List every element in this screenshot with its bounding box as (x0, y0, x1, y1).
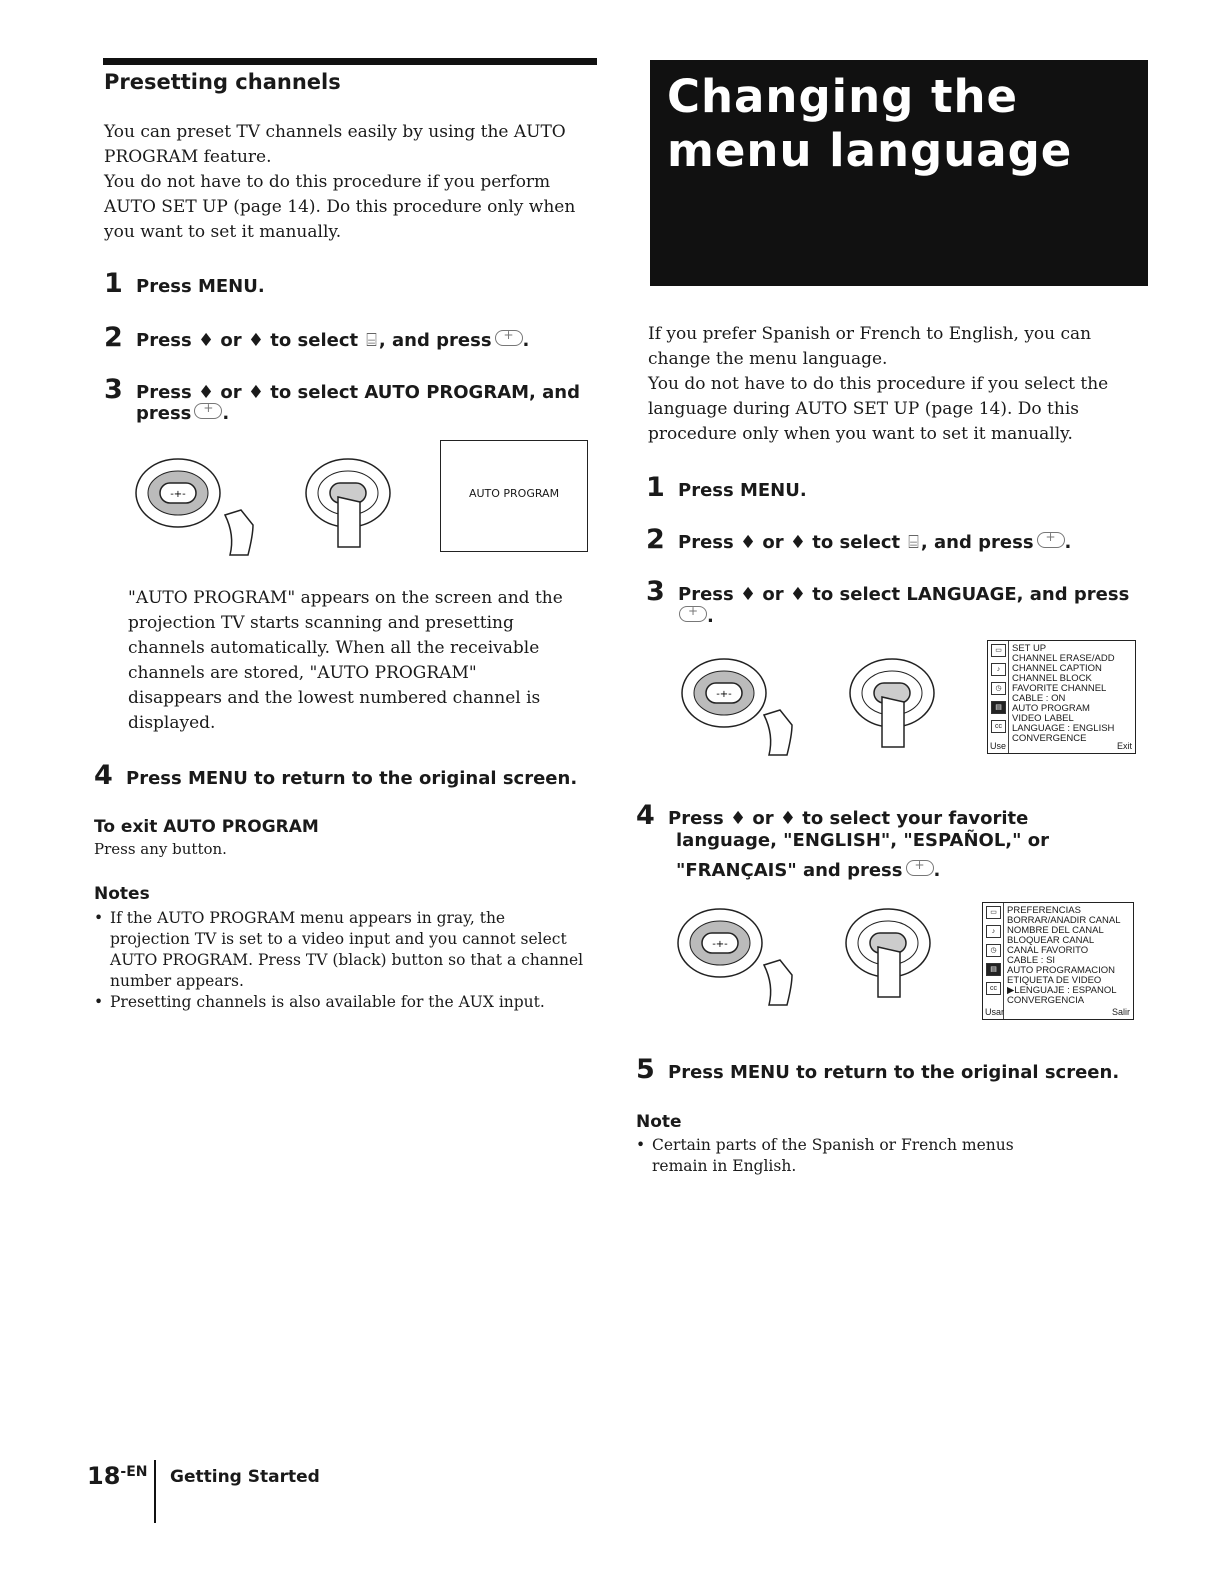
joystick-left-icon (678, 909, 792, 1005)
menu-item: BLOQUEAR CANAL (1007, 936, 1095, 946)
step-text: language, "ENGLISH", "ESPAÑOL," or (676, 830, 1050, 851)
menu-item: CHANNEL CAPTION (1012, 664, 1102, 674)
result-line: projection TV starts scanning and presetting (128, 613, 514, 633)
menu-item: CHANNEL ERASE/ADD (1012, 654, 1115, 664)
right-step-1 (646, 472, 807, 503)
step-number: 3 (104, 374, 123, 405)
menu-icon-column (988, 641, 1009, 753)
svg-text:-+-: -+- (712, 939, 728, 950)
joystick-right-icon (846, 909, 930, 997)
exit-title: To exit AUTO PROGRAM (94, 817, 319, 837)
intro-line: language during AUTO SET UP (page 14). Do this (648, 399, 1079, 419)
banner-line: menu language (667, 124, 1073, 177)
timer-icon: ◷ (986, 944, 1001, 957)
left-step-3 (104, 374, 584, 405)
menu-item: CHANNEL BLOCK (1012, 674, 1092, 684)
svg-text:-+-: -+- (716, 689, 732, 700)
left-step-1 (104, 268, 265, 299)
video-icon: ▭ (991, 644, 1006, 657)
notes-list (94, 908, 584, 1013)
menu-exit-label: Exit (1116, 741, 1132, 751)
enter-button-icon (194, 403, 222, 419)
footer-section: Getting Started (170, 1467, 320, 1487)
menu-item: AUTO PROGRAMACION (1007, 966, 1116, 976)
step-text: Press MENU to return to the original screen. (126, 768, 578, 789)
right-step-4-line3: "FRANÇAIS" and press + . (676, 860, 940, 881)
menu-item: VIDEO LABEL (1012, 714, 1074, 724)
intro-line: AUTO SET UP (page 14). Do this procedure only when (104, 197, 576, 217)
step-text: Press MENU. (678, 480, 807, 501)
joystick-left-icon (682, 659, 792, 755)
note-title: Note (636, 1112, 682, 1132)
right-step-3-button: + . (676, 606, 714, 627)
intro-line: You do not have to do this procedure if you perform (104, 172, 551, 192)
caption-icon: cc (991, 720, 1006, 733)
step-number: 1 (104, 268, 123, 299)
left-step-2: 2 Press ♦ or ♦ to select ⌸ , and press + . (104, 322, 529, 353)
note-list (636, 1135, 1066, 1177)
result-line: "AUTO PROGRAM" appears on the screen and the (128, 588, 563, 608)
page-suffix: -EN (120, 1464, 148, 1480)
setup-icon: ▤ (986, 963, 1001, 976)
result-line: channels automatically. When all the receivable (128, 638, 540, 658)
intro-line: You can preset TV channels easily by using the AUTO (104, 122, 566, 142)
menu-exit-label: Salir (1111, 1007, 1130, 1017)
menu-item: NOMBRE DEL CANAL (1007, 926, 1104, 936)
step-text: Press ♦ or ♦ to select your favorite (668, 808, 1029, 829)
step-number: 2 (646, 524, 665, 555)
menu-item: CABLE : SI (1007, 956, 1056, 966)
menu-item: LANGUAGE : ENGLISH (1012, 724, 1115, 734)
left-step-4 (94, 760, 577, 791)
menu-item: CONVERGENCE (1012, 734, 1087, 744)
remote-illustration (130, 455, 410, 565)
step-text: Press ♦ or ♦ to select (136, 330, 359, 351)
section-rule (103, 58, 597, 65)
menu-use-label: Use (990, 741, 1007, 751)
joystick-right-icon (306, 459, 390, 547)
result-line: channels are stored, "AUTO PROGRAM" (128, 663, 477, 683)
step-text: Press MENU to return to the original screen. (668, 1062, 1120, 1083)
setup-menu-icon: ⌸ (366, 330, 377, 351)
spanish-menu-screen (982, 902, 1134, 1020)
enter-button-icon (906, 860, 934, 876)
section-title: Presetting channels (104, 70, 341, 94)
notes-title: Notes (94, 884, 150, 904)
joystick-left-icon (136, 459, 253, 555)
menu-item: ETIQUETA DE VIDEO (1007, 976, 1102, 986)
step-text: Press ♦ or ♦ to select AUTO PROGRAM, and (136, 382, 580, 403)
menu-item: PREFERENCIAS (1007, 906, 1081, 916)
step-text-tail: , and press (920, 532, 1034, 553)
menu-item: SET UP (1012, 644, 1047, 654)
setup-menu-icon: ⌸ (908, 532, 919, 553)
menu-item: CANAL FAVORITO (1007, 946, 1089, 956)
video-icon: ▭ (986, 906, 1001, 919)
intro-line: procedure only when you want to set it manually. (648, 424, 1073, 444)
intro-line: You do not have to do this procedure if you select the (648, 374, 1109, 394)
step-text: press (136, 403, 192, 424)
left-intro (104, 120, 604, 245)
menu-item: CONVERGENCIA (1007, 996, 1085, 1006)
step-text-tail: , and press (378, 330, 492, 351)
left-result (128, 586, 598, 736)
right-intro (648, 322, 1148, 447)
result-line: displayed. (128, 713, 216, 733)
intro-line: change the menu language. (648, 349, 888, 369)
exit-text: Press any button. (94, 840, 227, 858)
enter-button-icon (495, 330, 523, 346)
joystick-right-icon (850, 659, 934, 747)
setup-icon: ▤ (991, 701, 1006, 714)
menu-item: BORRAR/AÑADIR CANAL (1007, 916, 1121, 926)
svg-text:-+-: -+- (170, 489, 186, 500)
audio-icon: ♪ (986, 925, 1001, 938)
right-step-4-line2 (676, 830, 1049, 851)
result-line: disappears and the lowest numbered channel is (128, 688, 541, 708)
menu-items (1012, 644, 1132, 744)
remote-illustration (672, 905, 952, 1015)
banner-line: Changing the (667, 70, 1019, 123)
step-text: Press MENU. (136, 276, 265, 297)
english-menu-screen (987, 640, 1136, 754)
menu-item: ▶LENGUAJE : ESPAÑOL (1007, 986, 1117, 996)
banner-title (667, 70, 1072, 178)
tv-screen (440, 440, 588, 552)
enter-button-icon (679, 606, 707, 622)
menu-item: CABLE : ON (1012, 694, 1066, 704)
step-number: 2 (104, 322, 123, 353)
note-item: • Presetting channels is also available for the AUX input. (94, 992, 584, 1013)
menu-item: AUTO PROGRAM (1012, 704, 1090, 714)
menu-icon-column (983, 903, 1004, 1019)
right-step-5 (636, 1054, 1119, 1085)
intro-line: If you prefer Spanish or French to English, you can (648, 324, 1092, 344)
step-text: Press ♦ or ♦ to select (678, 532, 901, 553)
note-item: • If the AUTO PROGRAM menu appears in gray, the projection TV is set to a video input and you cannot select AUTO PROGRAM. Press TV (black) button so that a channel number appears. (94, 908, 584, 992)
left-step-3-line2: press + . (136, 403, 229, 424)
caption-icon: cc (986, 982, 1001, 995)
footer-divider (154, 1460, 156, 1523)
right-step-2: 2 Press ♦ or ♦ to select ⌸ , and press + . (646, 524, 1071, 555)
right-step-4 (636, 800, 1028, 831)
page-number-value: 18 (87, 1462, 121, 1490)
intro-line: you want to set it manually. (104, 222, 342, 242)
remote-illustration (676, 655, 956, 765)
intro-line: PROGRAM feature. (104, 147, 272, 167)
timer-icon: ◷ (991, 682, 1006, 695)
menu-item: FAVORITE CHANNEL (1012, 684, 1107, 694)
step-number: 1 (646, 472, 665, 503)
enter-button-icon (1037, 532, 1065, 548)
step-text: "FRANÇAIS" and press (676, 860, 903, 881)
menu-use-label: Usar (985, 1007, 1005, 1017)
audio-icon: ♪ (991, 663, 1006, 676)
step-number: 4 (636, 800, 655, 831)
note-item: • Certain parts of the Spanish or French menus remain in English. (636, 1135, 1066, 1177)
step-number: 4 (94, 760, 113, 791)
right-step-3 (646, 576, 1129, 607)
menu-items (1007, 906, 1130, 1006)
screen-label: AUTO PROGRAM (468, 487, 560, 500)
step-number: 3 (646, 576, 665, 607)
page-number (87, 1462, 148, 1490)
step-text: Press ♦ or ♦ to select LANGUAGE, and press (678, 584, 1130, 605)
step-number: 5 (636, 1054, 655, 1085)
